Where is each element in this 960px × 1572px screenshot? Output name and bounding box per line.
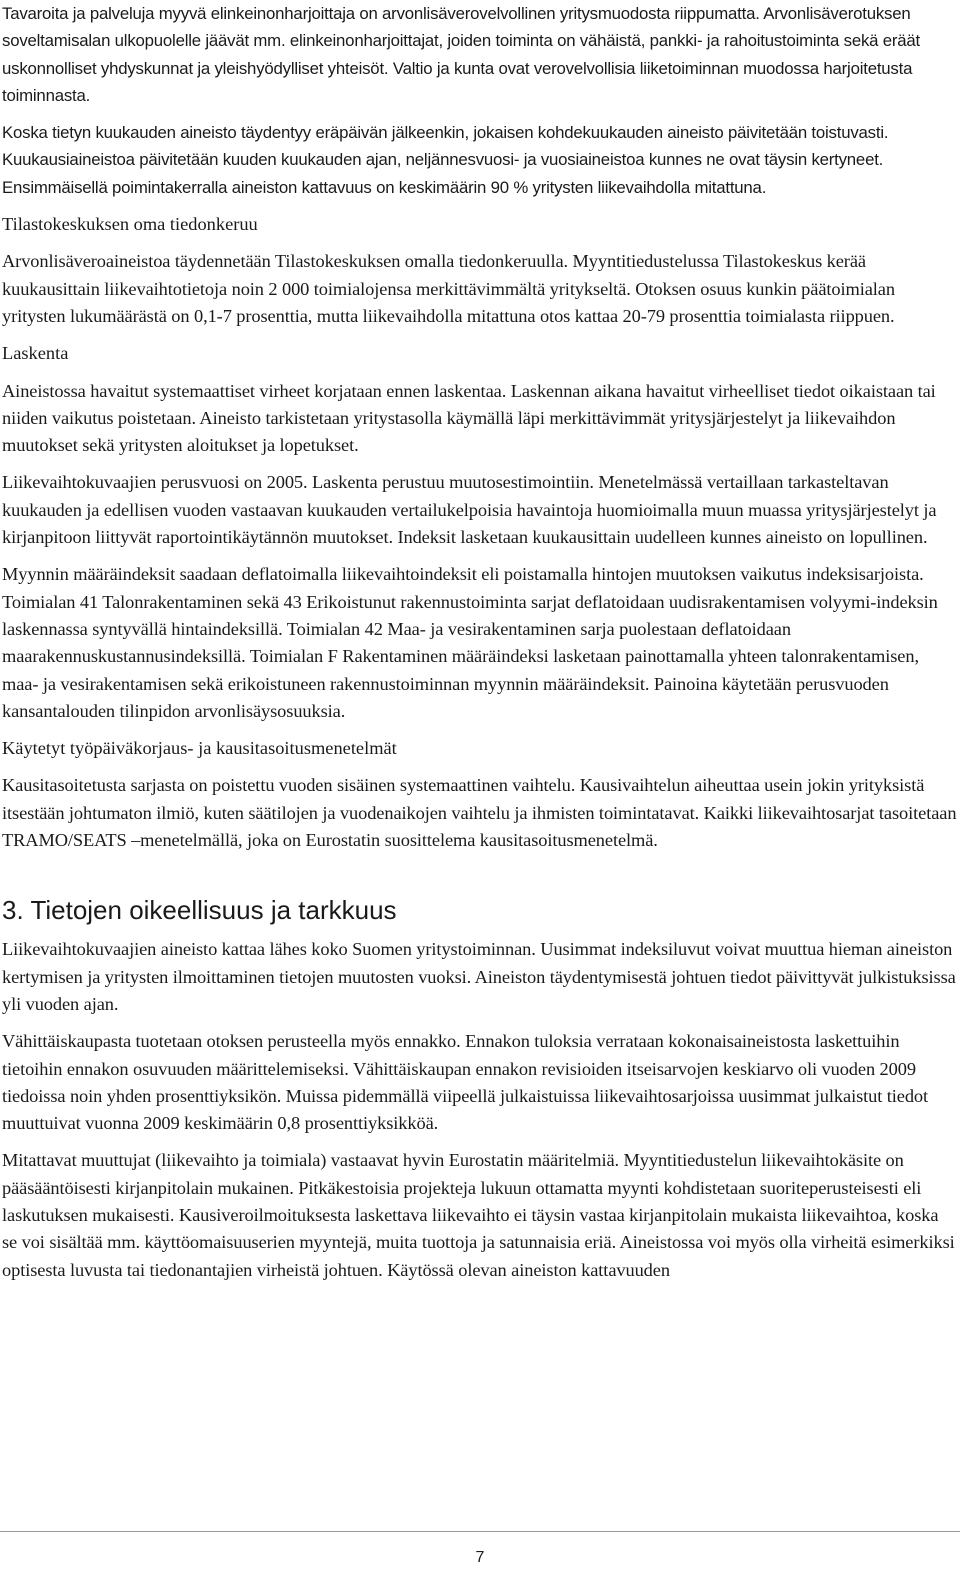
section-heading-accuracy: 3. Tietojen oikeellisuus ja tarkkuus bbox=[2, 895, 397, 926]
paragraph-retail-preliminary: Vähittäiskaupasta tuotetaan otoksen perusteella myös ennakko. Ennakon tuloksia verrataan kokonaisaineistosta laskettuihin tietoihin ennakon osuvuuden määrittelemiseksi. Vähittäiskaupan ennakon revisioiden itseisarvojen keskiarvo oli vuoden 2009 tiedoissa noin yhden prosenttiyksikön. Muissa pidemmällä viipeellä julkaistuissa liikevaihtosarjoissa uusimmat julkaistut tiedot muuttuivat vuonna 2009 keskimäärin 0,8 prosenttiyksikköä. bbox=[2, 1031, 929, 1134]
paragraph-vat-liability: Tavaroita ja palveluja myyvä elinkeinonharjoittaja on arvonlisäverovelvollinen yritysmuodosta riippumatta. Arvonlisäverotuksen soveltamisalan ulkopuolelle jäävät mm. elinkeinonharjoittajat, joiden toiminta on vähäistä, pankki- ja rahoitustoiminta sekä eräät uskonnolliset yhdyskunnat ja yleishyödylliset yhteisöt. Valtio ja kunta ovat verovelvollisia liiketoiminnan muodossa harjoitetusta toiminnasta. bbox=[2, 4, 920, 105]
paragraph-base-year: Liikevaihtokuvaajien perusvuosi on 2005. Laskenta perustuu muutosestimointiin. Menetelmässä vertaillaan tarkasteltavan kuukauden ja edellisen vuoden vastaavan kuukauden vertailukelpoisia havaintoja huomioimalla muun muassa yritysjärjestelyt ja kirjanpitoon liittyvät raportointikäytännön muutokset. Indeksit lasketaan kuukausittain uudelleen kunnes aineisto on lopullinen. bbox=[2, 472, 937, 548]
page-number: 7 bbox=[475, 1549, 485, 1566]
paragraph-sales-survey: Arvonlisäveroaineistoa täydennetään Tilastokeskuksen omalla tiedonkeruulla. Myyntitiedustelussa Tilastokeskus kerää kuukausittain liikevaihtotietoja noin 2 000 toimialojensa merkittävimmältä yritykseltä. Otoksen osuus kunkin päätoimialan yritysten lukumäärästä on 0,1-7 prosenttia, mutta liikevaihdolla mitattuna otos kattaa 20-79 prosenttia toimialasta riippuen. bbox=[2, 251, 895, 326]
subheading-own-data-collection: Tilastokeskuksen oma tiedonkeruu bbox=[2, 214, 258, 235]
document-page bbox=[2, 0, 958, 1284]
paragraph-volume-indices: Myynnin määräindeksit saadaan deflatoimalla liikevaihtoindeksit eli poistamalla hintojen muutoksen vaikutus indeksisarjoista. Toimialan 41 Talonrakentaminen sekä 43 Erikoistunut rakennustoiminta sarjat deflatoidaan uudisrakentamisen volyymi-indeksin laskennassa syntyvällä hintaindeksillä. Toimialan 42 Maa- ja vesirakentaminen sarja puolestaan deflatoidaan maarakennuskustannusindeksillä. Toimialan F Rakentaminen määräindeksi lasketaan painottamalla yhteen talonrakentamisen, maa- ja vesirakentamisen sekä erikoistuneen rakennustoiminnan myynnin määräindeksit. Painoina käytetään perusvuoden kansantalouden tilinpidon arvonlisäysosuuksia. bbox=[2, 564, 938, 721]
subheading-calculation: Laskenta bbox=[2, 343, 69, 364]
paragraph-measured-variables: Mitattavat muuttujat (liikevaihto ja toimiala) vastaavat hyvin Eurostatin määritelmiä. Myyntitiedustelun liikevaihtokäsite on pääsääntöisesti kirjanpitolain mukainen. Pitkäkestoisia projekteja lukuun ottamatta myynti kohdistetaan suoriteperusteisesti eli laskutuksen mukaisesti. Kausiveroilmoituksesta laskettava liikevaihto ei täysin vastaa kirjanpitolain mukaista liikevaihtoa, koska se voi sisältää mm. käyttöomaisuuserien myyntejä, muita tuottoja ja satunnaisia eriä. Aineistossa voi myös olla virheitä esimerkiksi optisesta luvusta tai tiedonantajien virheistä johtuen. Käytössä olevan aineiston kattavuuden bbox=[2, 1150, 955, 1280]
paragraph-error-correction: Aineistossa havaitut systemaattiset virheet korjataan ennen laskentaa. Laskennan aikana havaitut virheelliset tiedot oikaistaan tai niiden vaikutus poistetaan. Aineisto tarkistetaan yritystasolla käymällä läpi merkittävimmät yritysjärjestelyt ja liikevaihdon muutokset sekä yritysten aloitukset ja lopetukset. bbox=[2, 380, 936, 456]
paragraph-data-updates: Koska tietyn kuukauden aineisto täydentyy eräpäivän jälkeenkin, jokaisen kohdekuukauden aineisto päivitetään toistuvasti. Kuukausiaineistoa päivitetään kuuden kuukauden ajan, neljännesvuosi- ja vuosiaineistoa kunnes ne ovat täysin kertyneet. Ensimmäisellä poimintakerralla aineiston kattavuus on keskimäärin 90 % yritysten liikevaihdolla mitattuna. bbox=[2, 123, 889, 197]
paragraph-seasonal-adjustment: Kausitasoitetusta sarjasta on poistettu vuoden sisäinen systemaattinen vaihtelu. Kausivaihtelun aiheuttaa usein jokin yrityksistä itsestään johtumaton ilmiö, kuten säätilojen ja vuodenaikojen vaihtelu ja ihmisten toimintatavat. Kaikki liikevaihtosarjat tasoitetaan TRAMO/SEATS –menetelmällä, joka on Eurostatin suosittelema kausitasoitusmenetelmä. bbox=[2, 775, 957, 851]
footer-divider bbox=[0, 1531, 960, 1532]
paragraph-coverage: Liikevaihtokuvaajien aineisto kattaa lähes koko Suomen yritystoiminnan. Uusimmat indeksiluvut voivat muuttua hieman aineiston kertymisen ja yritysten ilmoittaminen tietojen muutosten vuoksi. Aineiston täydentymisestä johtuen tiedot päivittyvät julkistuksissa yli vuoden ajan. bbox=[2, 939, 956, 1014]
subheading-seasonal-adjustment: Käytetyt työpäiväkorjaus- ja kausitasoitusmenetelmät bbox=[2, 738, 397, 759]
